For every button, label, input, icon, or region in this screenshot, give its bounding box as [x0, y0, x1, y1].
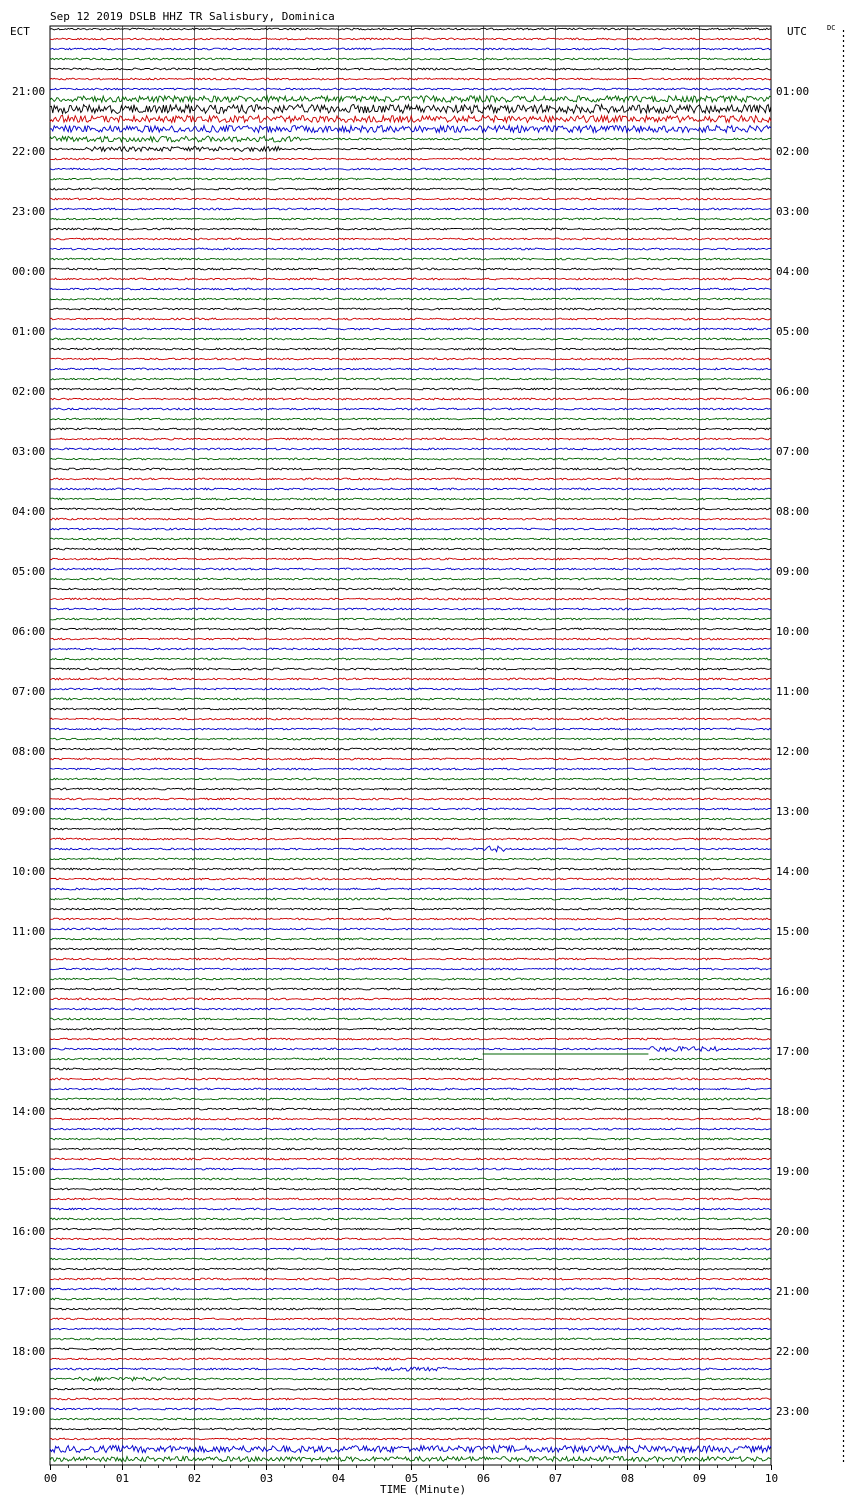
seismic-trace	[50, 428, 771, 430]
left-hour-label: 07:00	[12, 685, 46, 698]
seismic-trace	[50, 648, 771, 650]
seismic-trace	[50, 698, 771, 700]
seismic-trace	[50, 1338, 771, 1340]
seismic-trace	[50, 208, 771, 210]
seismic-trace	[50, 1054, 771, 1060]
x-tick-label: 03	[259, 1472, 274, 1485]
seismic-trace	[50, 418, 771, 420]
seismic-trace	[50, 126, 771, 133]
seismic-trace	[50, 818, 771, 820]
x-tick-label: 07	[548, 1472, 563, 1485]
left-hour-label: 08:00	[12, 745, 46, 758]
seismic-trace	[50, 1288, 771, 1290]
seismic-trace	[50, 1128, 771, 1130]
seismic-trace	[50, 1228, 771, 1230]
seismic-trace	[50, 748, 771, 750]
seismic-trace	[50, 688, 771, 690]
left-hour-label: 19:00	[12, 1405, 46, 1418]
seismic-trace	[50, 468, 771, 470]
seismic-trace	[50, 668, 771, 670]
seismic-trace	[50, 1018, 771, 1020]
right-hour-label: 07:00	[776, 445, 810, 458]
seismic-trace	[50, 1358, 771, 1360]
left-hour-label: 03:00	[12, 445, 46, 458]
seismic-trace	[50, 268, 771, 270]
seismic-trace	[50, 58, 771, 60]
seismic-trace	[50, 988, 771, 990]
seismic-trace	[50, 888, 771, 890]
seismic-trace	[50, 968, 771, 970]
seismic-trace	[50, 868, 771, 870]
seismic-trace	[50, 846, 771, 852]
seismic-trace	[50, 438, 771, 440]
seismic-trace	[50, 1148, 771, 1150]
seismic-trace	[50, 1158, 771, 1160]
right-hour-label: 17:00	[776, 1045, 810, 1058]
x-tick-label: 00	[43, 1472, 58, 1485]
left-hour-label: 00:00	[12, 265, 46, 278]
seismic-trace	[50, 88, 771, 90]
left-hour-label: 12:00	[12, 985, 46, 998]
seismic-trace	[50, 598, 771, 600]
seismic-trace	[50, 288, 771, 290]
right-hour-label: 04:00	[776, 265, 810, 278]
seismic-trace	[50, 308, 771, 310]
seismic-trace	[50, 188, 771, 190]
seismic-trace	[50, 318, 771, 320]
seismic-trace	[50, 368, 771, 370]
right-timezone-label: UTC	[787, 25, 807, 38]
seismic-trace	[50, 1218, 771, 1220]
seismic-trace	[50, 248, 771, 250]
seismic-trace	[50, 1238, 771, 1240]
seismic-trace	[50, 218, 771, 220]
seismic-trace	[50, 678, 771, 680]
seismic-trace	[50, 1038, 771, 1040]
left-hour-label: 22:00	[12, 145, 46, 158]
right-hour-label: 09:00	[776, 565, 810, 578]
right-hour-label: 05:00	[776, 325, 810, 338]
seismic-trace	[50, 738, 771, 740]
right-hour-label: 10:00	[776, 625, 810, 638]
left-hour-label: 10:00	[12, 865, 46, 878]
seismic-trace	[50, 938, 771, 940]
seismic-trace	[50, 1318, 771, 1320]
left-hour-label: 13:00	[12, 1045, 46, 1058]
seismic-trace	[50, 298, 771, 300]
seismic-trace	[50, 168, 771, 170]
left-hour-label: 15:00	[12, 1165, 46, 1178]
seismic-trace	[50, 1398, 771, 1400]
left-hour-label: 06:00	[12, 625, 46, 638]
seismic-trace	[50, 498, 771, 500]
seismic-trace	[50, 1457, 771, 1462]
x-axis-label: TIME (Minute)	[380, 1483, 467, 1496]
seismic-trace	[50, 1428, 771, 1430]
seismic-trace	[50, 1008, 771, 1010]
seismic-trace	[50, 588, 771, 590]
seismic-trace	[50, 1108, 771, 1110]
seismic-trace	[50, 1348, 771, 1350]
right-hour-label: 03:00	[776, 205, 810, 218]
seismic-trace	[50, 388, 771, 390]
seismic-trace	[50, 448, 771, 450]
seismic-trace	[50, 878, 771, 880]
seismic-trace	[50, 908, 771, 910]
right-hour-label: 16:00	[776, 985, 810, 998]
seismic-trace	[50, 528, 771, 530]
right-hour-label: 20:00	[776, 1225, 810, 1238]
seismic-trace	[50, 1047, 771, 1052]
x-tick-label: 09	[692, 1472, 707, 1485]
seismic-trace	[50, 1268, 771, 1270]
seismic-trace	[50, 1208, 771, 1210]
seismic-trace	[50, 1298, 771, 1300]
left-timezone-label: ECT	[10, 25, 30, 38]
x-tick-label: 06	[476, 1472, 491, 1485]
right-hour-label: 21:00	[776, 1285, 810, 1298]
x-tick-label: 08	[620, 1472, 635, 1485]
left-hour-label: 14:00	[12, 1105, 46, 1118]
chart-title: Sep 12 2019 DSLB HHZ TR Salisbury, Dominica	[50, 10, 335, 23]
right-hour-label: 06:00	[776, 385, 810, 398]
dc-label: DC	[827, 24, 836, 32]
seismic-trace	[50, 147, 771, 152]
right-hour-label: 22:00	[776, 1345, 810, 1358]
seismic-trace	[50, 478, 771, 480]
seismic-trace	[50, 1098, 771, 1100]
seismic-trace	[50, 1068, 771, 1070]
left-hour-label: 23:00	[12, 205, 46, 218]
seismic-trace	[50, 1388, 771, 1390]
seismic-trace	[50, 768, 771, 770]
seismic-trace	[50, 898, 771, 900]
seismic-trace	[50, 508, 771, 510]
seismic-trace	[50, 608, 771, 610]
seismic-trace	[50, 1377, 771, 1381]
seismic-trace	[50, 708, 771, 710]
left-hour-label: 02:00	[12, 385, 46, 398]
seismic-trace	[50, 978, 771, 980]
seismic-trace	[50, 258, 771, 260]
seismic-trace	[50, 408, 771, 410]
left-hour-label: 17:00	[12, 1285, 46, 1298]
seismic-trace	[50, 1418, 771, 1420]
right-hour-label: 23:00	[776, 1405, 810, 1418]
seismic-trace	[50, 1078, 771, 1080]
seismic-trace	[50, 628, 771, 630]
seismic-trace	[50, 518, 771, 520]
right-hour-label: 13:00	[776, 805, 810, 818]
seismic-trace	[50, 1088, 771, 1090]
seismic-trace	[50, 858, 771, 860]
seismic-trace	[50, 228, 771, 230]
x-tick-label: 10	[764, 1472, 779, 1485]
seismic-trace	[50, 348, 771, 350]
seismic-trace	[50, 1438, 771, 1440]
seismic-trace	[50, 105, 771, 114]
seismic-trace	[50, 1028, 771, 1030]
left-hour-label: 05:00	[12, 565, 46, 578]
right-hour-label: 19:00	[776, 1165, 810, 1178]
seismic-trace	[50, 68, 771, 70]
seismic-trace	[50, 338, 771, 340]
seismic-trace	[50, 1328, 771, 1330]
seismic-trace	[50, 238, 771, 240]
seismic-trace	[50, 158, 771, 160]
seismic-trace	[50, 928, 771, 930]
seismic-trace	[50, 1408, 771, 1410]
seismic-trace	[50, 1248, 771, 1250]
seismic-trace	[50, 798, 771, 800]
seismic-trace	[50, 958, 771, 960]
x-tick-label: 05	[404, 1472, 419, 1485]
seismic-trace	[50, 1278, 771, 1280]
seismic-trace	[50, 838, 771, 840]
seismic-trace	[50, 828, 771, 830]
seismic-trace	[50, 488, 771, 490]
seismic-trace	[50, 48, 771, 50]
seismic-trace	[50, 1188, 771, 1190]
seismic-trace	[50, 328, 771, 330]
seismic-trace	[50, 1118, 771, 1120]
left-hour-label: 04:00	[12, 505, 46, 518]
seismic-trace	[50, 358, 771, 360]
seismic-trace	[50, 96, 771, 102]
seismic-trace	[50, 638, 771, 640]
seismic-trace	[50, 1367, 771, 1371]
seismic-trace	[50, 788, 771, 790]
seismic-trace	[50, 728, 771, 730]
x-tick-label: 02	[187, 1472, 202, 1485]
right-hour-label: 15:00	[776, 925, 810, 938]
seismic-trace	[50, 998, 771, 1000]
seismic-trace	[50, 658, 771, 660]
seismic-trace	[50, 198, 771, 200]
seismic-trace	[50, 808, 771, 810]
right-hour-label: 12:00	[776, 745, 810, 758]
seismic-trace	[50, 1258, 771, 1260]
seismic-trace	[50, 548, 771, 550]
seismic-trace	[50, 78, 771, 80]
seismic-trace	[50, 458, 771, 460]
right-hour-label: 14:00	[776, 865, 810, 878]
seismic-trace	[50, 1168, 771, 1170]
left-hour-label: 21:00	[12, 85, 46, 98]
seismic-trace	[50, 778, 771, 780]
seismic-trace	[50, 918, 771, 920]
seismic-trace	[50, 1308, 771, 1310]
seismic-trace	[50, 618, 771, 620]
seismic-trace	[50, 758, 771, 760]
seismic-trace	[50, 378, 771, 380]
right-hour-label: 08:00	[776, 505, 810, 518]
right-hour-label: 02:00	[776, 145, 810, 158]
left-hour-label: 18:00	[12, 1345, 46, 1358]
seismic-trace	[50, 398, 771, 400]
seismic-trace	[50, 1178, 771, 1180]
left-hour-label: 01:00	[12, 325, 46, 338]
seismic-trace	[50, 1138, 771, 1140]
seismic-trace	[50, 178, 771, 180]
seismic-trace	[50, 136, 771, 142]
seismic-trace	[50, 28, 771, 30]
seismic-trace	[50, 1198, 771, 1200]
seismic-trace	[50, 568, 771, 570]
seismic-trace	[50, 948, 771, 950]
left-hour-label: 11:00	[12, 925, 46, 938]
seismic-trace	[50, 578, 771, 580]
seismic-trace	[50, 538, 771, 540]
seismic-trace	[50, 558, 771, 560]
seismic-trace	[50, 278, 771, 280]
seismic-trace	[50, 1446, 771, 1453]
right-hour-label: 18:00	[776, 1105, 810, 1118]
x-tick-label: 04	[331, 1472, 346, 1485]
right-hour-label: 11:00	[776, 685, 810, 698]
right-hour-label: 01:00	[776, 85, 810, 98]
x-tick-label: 01	[115, 1472, 130, 1485]
left-hour-label: 16:00	[12, 1225, 46, 1238]
seismic-trace	[50, 116, 771, 123]
seismic-trace	[50, 38, 771, 40]
left-hour-label: 09:00	[12, 805, 46, 818]
seismic-trace	[50, 718, 771, 720]
